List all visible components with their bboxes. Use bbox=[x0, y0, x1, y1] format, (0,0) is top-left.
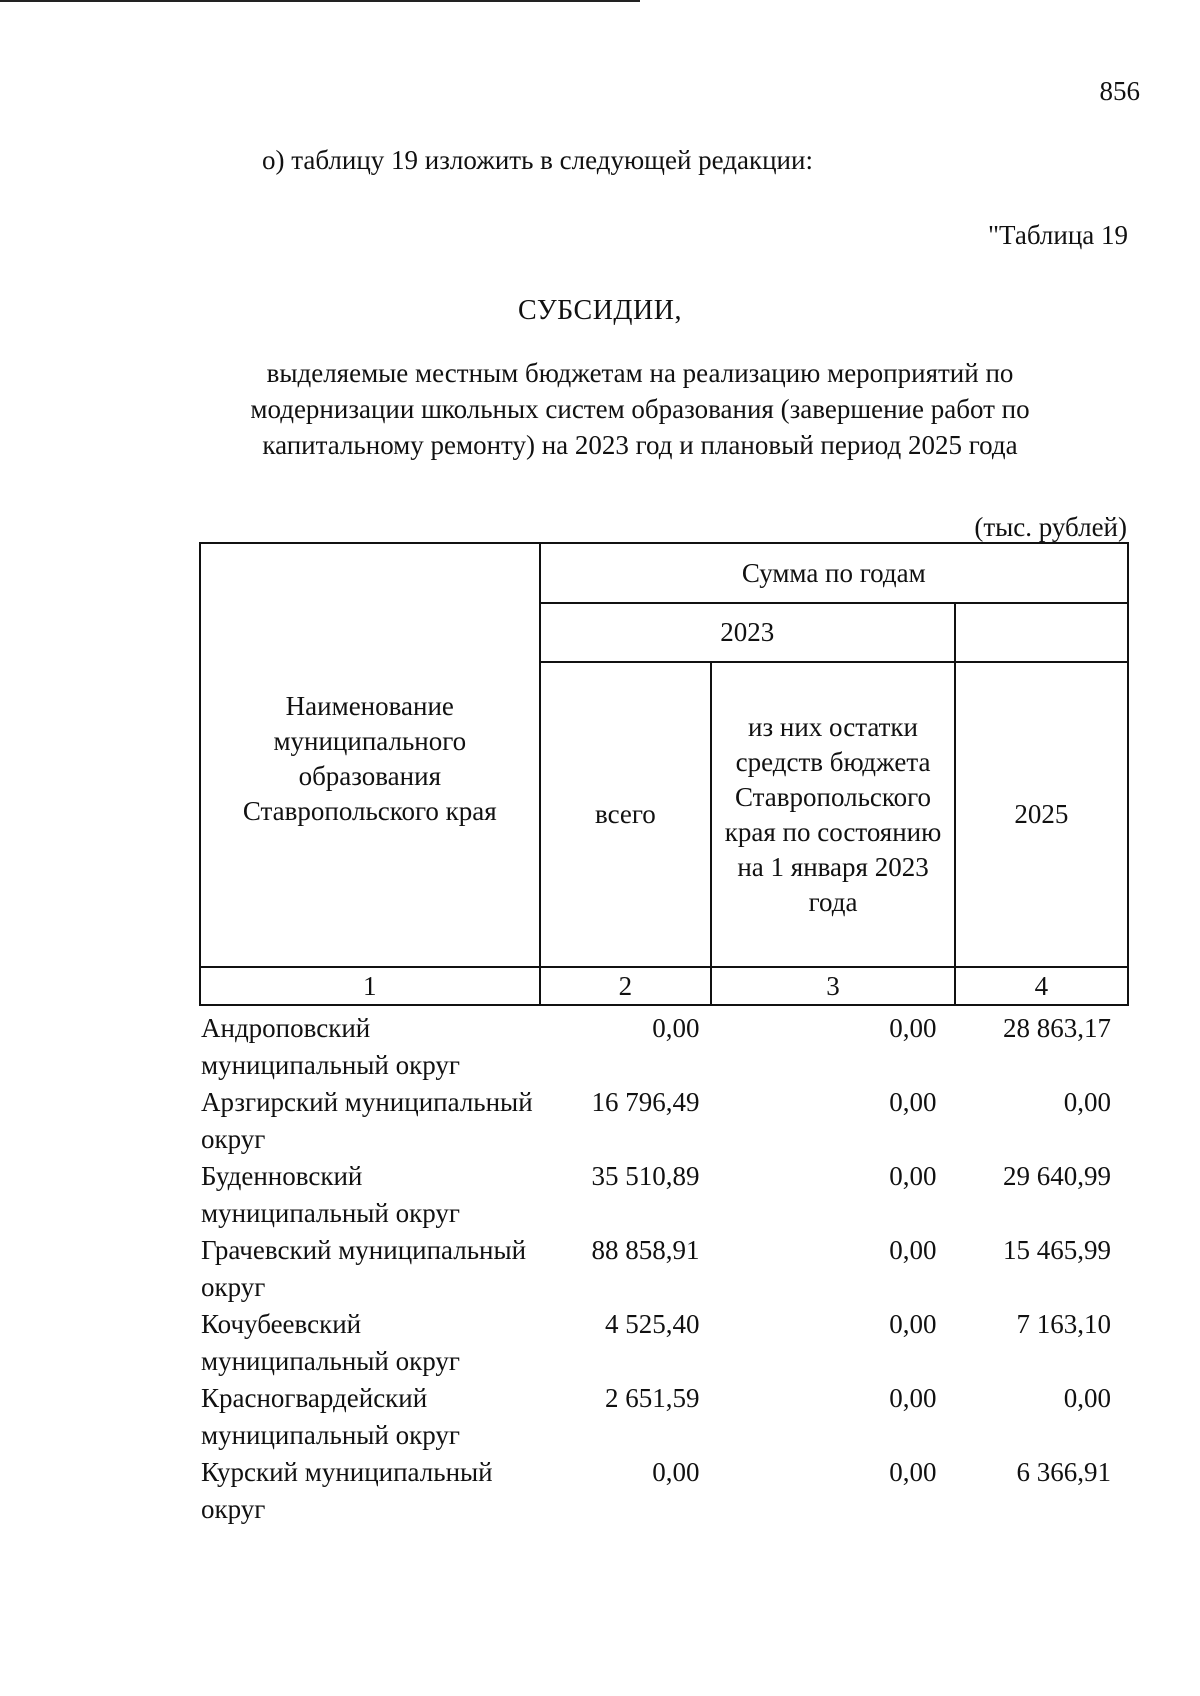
row-remainder-2023: 0,00 bbox=[889, 1383, 937, 1413]
column-number-1: 1 bbox=[200, 967, 540, 1005]
row-total-2023: 4 525,40 bbox=[604, 1309, 700, 1339]
header-remainder: из них остатки средств бюджета Ставропольского края по состоянию на 1 января 2023 года bbox=[711, 662, 955, 967]
column-number-3: 3 bbox=[711, 967, 955, 1005]
table-row bbox=[199, 1158, 1129, 1232]
document-heading: СУБСИДИИ, bbox=[518, 295, 682, 326]
row-total-2023: 88 858,91 bbox=[591, 1235, 700, 1265]
column-number-4: 4 bbox=[955, 967, 1128, 1005]
row-name: Буденновский муниципальный округ bbox=[201, 1161, 460, 1228]
row-value-2025: 29 640,99 bbox=[1003, 1161, 1111, 1191]
row-remainder-2023: 0,00 bbox=[889, 1309, 937, 1339]
row-value-2025: 0,00 bbox=[1063, 1383, 1111, 1413]
document-subtitle: выделяемые местным бюджетам на реализацию мероприятий по модернизации школьных систем образования (завершение работ по капитальному ремонту) на 2023 год и плановый период 2025 года bbox=[250, 358, 1030, 460]
row-remainder-2023: 0,00 bbox=[889, 1087, 937, 1117]
row-name: Курский муниципальный округ bbox=[201, 1457, 493, 1524]
header-year-2023: 2023 bbox=[540, 603, 955, 662]
top-rule bbox=[0, 0, 640, 2]
table-row bbox=[199, 1380, 1129, 1454]
row-value-2025: 28 863,17 bbox=[1003, 1013, 1111, 1043]
header-year-2025: 2025 bbox=[955, 662, 1128, 967]
row-remainder-2023: 0,00 bbox=[889, 1161, 937, 1191]
units-label: (тыс. рублей) bbox=[974, 512, 1127, 542]
row-value-2025: 6 366,91 bbox=[1016, 1457, 1111, 1487]
row-value-2025: 7 163,10 bbox=[1016, 1309, 1111, 1339]
table-label: "Таблица 19 bbox=[988, 220, 1128, 250]
header-total: всего bbox=[540, 662, 712, 967]
row-remainder-2023: 0,00 bbox=[889, 1235, 937, 1265]
table-row bbox=[199, 1232, 1129, 1306]
row-name: Андроповский муниципальный округ bbox=[201, 1013, 460, 1080]
row-name: Красногвардейский муниципальный округ bbox=[201, 1383, 460, 1450]
row-total-2023: 35 510,89 bbox=[591, 1161, 700, 1191]
row-name: Арзгирский муниципальный округ bbox=[201, 1087, 533, 1154]
row-total-2023: 0,00 bbox=[652, 1013, 700, 1043]
row-total-2023: 16 796,49 bbox=[591, 1087, 700, 1117]
row-value-2025: 15 465,99 bbox=[1003, 1235, 1111, 1265]
header-name-label: Наименование муниципального образования Ставропольского края bbox=[242, 691, 497, 826]
header-empty-cell bbox=[955, 603, 1128, 662]
instruction-text: о) таблицу 19 изложить в следующей редакции: bbox=[262, 145, 813, 175]
table-row bbox=[199, 1306, 1129, 1380]
header-sum-by-years: Сумма по годам bbox=[540, 543, 1128, 603]
row-remainder-2023: 0,00 bbox=[889, 1013, 937, 1043]
row-name: Грачевский муниципальный округ bbox=[201, 1235, 527, 1302]
row-value-2025: 0,00 bbox=[1063, 1087, 1111, 1117]
table-row bbox=[199, 1010, 1129, 1084]
table-row bbox=[199, 1084, 1129, 1158]
header-name-col bbox=[200, 543, 540, 967]
subsidies-table-body bbox=[199, 1010, 1129, 1528]
row-name: Кочубеевский муниципальный округ bbox=[201, 1309, 460, 1376]
row-total-2023: 2 651,59 bbox=[604, 1383, 700, 1413]
subsidies-table-header bbox=[199, 542, 1129, 1006]
table-row bbox=[199, 1454, 1129, 1528]
row-total-2023: 0,00 bbox=[652, 1457, 700, 1487]
column-number-2: 2 bbox=[540, 967, 712, 1005]
page-number: 856 bbox=[1099, 76, 1140, 106]
row-remainder-2023: 0,00 bbox=[889, 1457, 937, 1487]
